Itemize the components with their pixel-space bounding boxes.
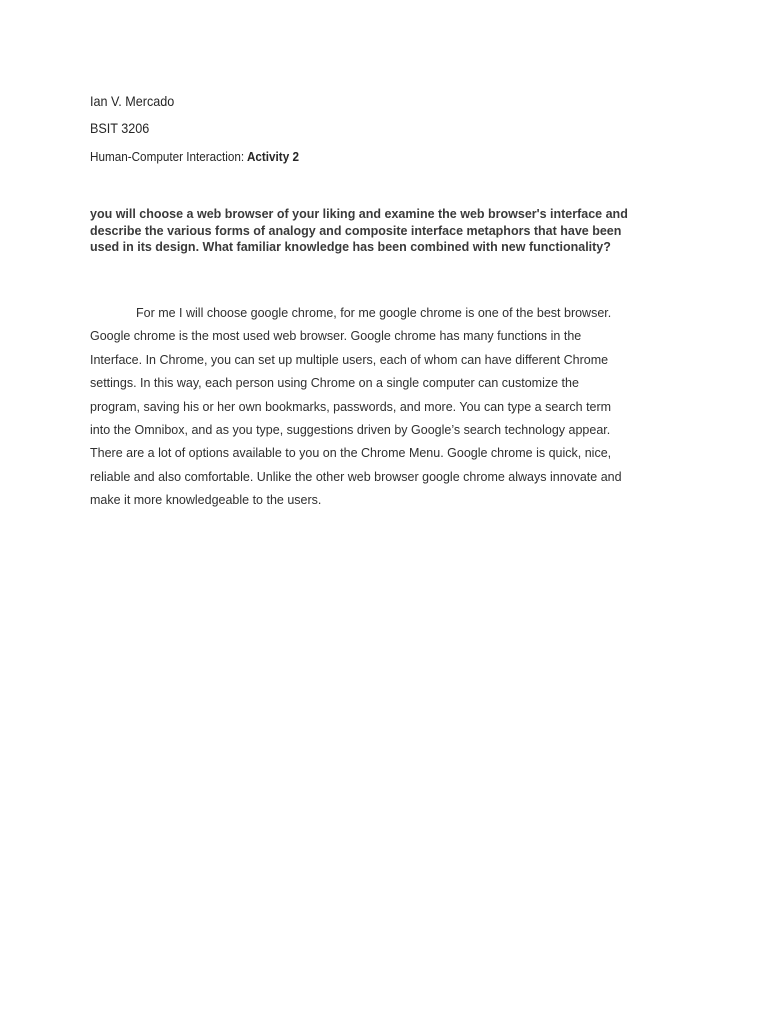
answer-line: into the Omnibox, and as you type, suggestions driven by Google’s search technology appear. — [90, 423, 611, 438]
answer-line: program, saving his or her own bookmarks, passwords, and more. You can type a search term — [90, 399, 612, 414]
answer-line: reliable and also comfortable. Unlike the other web browser google chrome always innovate and — [90, 469, 622, 484]
activity-label: Activity 2 — [244, 149, 299, 164]
answer-line: settings. In this way, each person using Chrome on a single computer can customize the — [90, 376, 579, 391]
prompt-line: you will choose a web browser of your liking and examine the web browser's interface and — [90, 207, 628, 221]
subject-title: Human-Computer Interaction: — [90, 149, 245, 164]
answer-line: make it more knowledgeable to the users. — [90, 493, 322, 508]
answer-line: There are a lot of options available to you on the Chrome Menu. Google chrome is quick, nice, — [90, 446, 612, 461]
subject-line — [90, 149, 299, 164]
course-code: BSIT 3206 — [90, 120, 150, 136]
answer-line: For me I will choose google chrome, for me google chrome is one of the best browser. — [136, 306, 612, 320]
author-name: Ian V. Mercado — [90, 93, 175, 109]
answer-paragraph — [90, 302, 730, 513]
prompt-line: used in its design. What familiar knowledge has been combined with new functionality? — [90, 240, 611, 254]
answer-line: Interface. In Chrome, you can set up multiple users, each of whom can have different Chrome — [90, 352, 609, 367]
question-prompt — [90, 206, 745, 256]
answer-line: Google chrome is the most used web browser. Google chrome has many functions in the — [90, 329, 582, 344]
prompt-line: describe the various forms of analogy and composite interface metaphors that have been — [90, 223, 622, 238]
